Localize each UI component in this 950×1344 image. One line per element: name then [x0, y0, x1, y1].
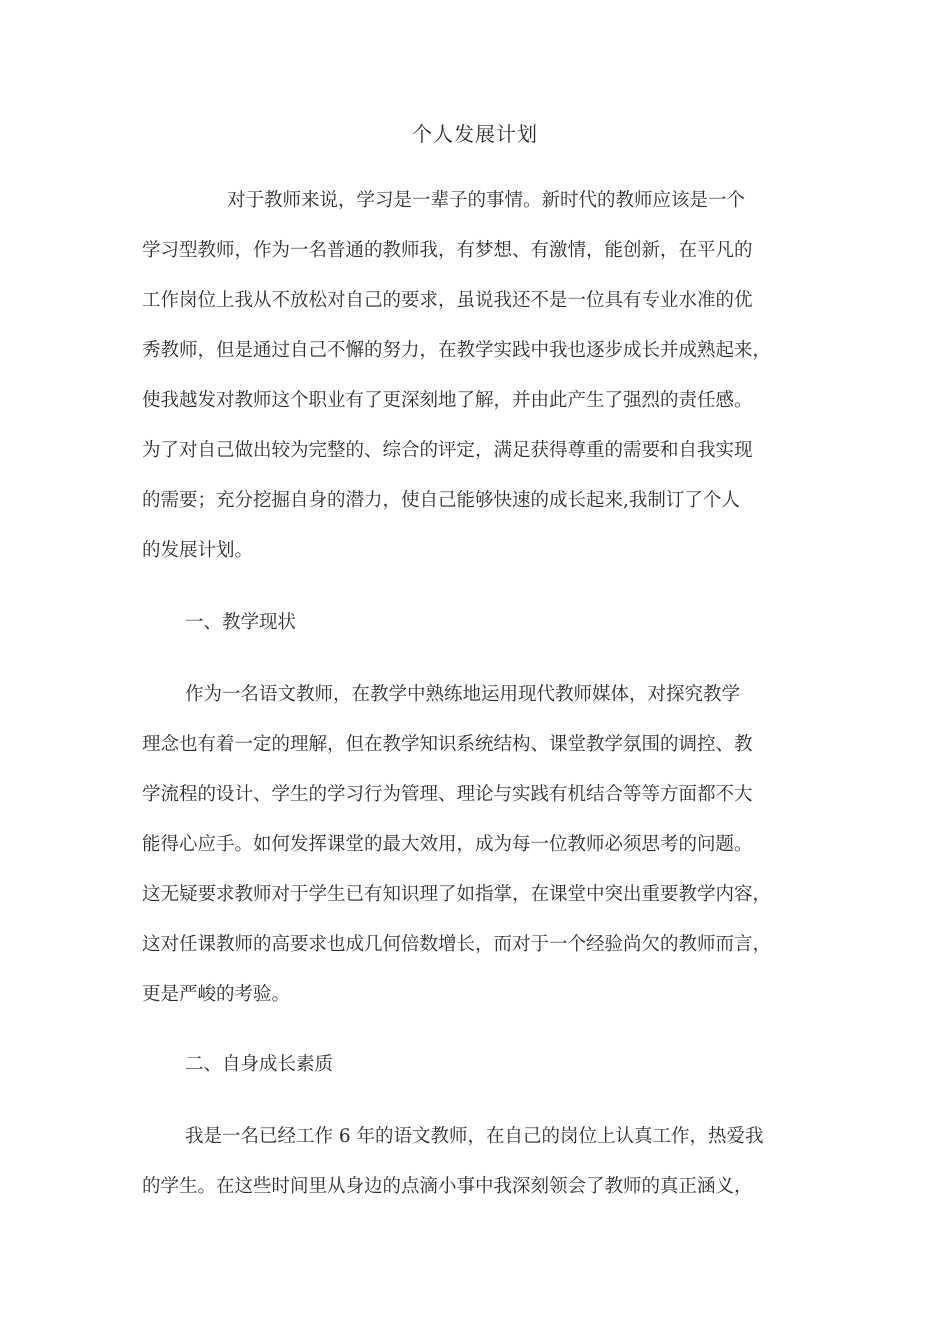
section1-line: 学流程的设计、学生的学习行为管理、理论与实践有机结合等等方面都不大 — [142, 784, 753, 805]
section1-line: 这对任课教师的高要求也成几何倍数增长，而对于一个经验尚欠的教师而言， — [142, 934, 772, 955]
intro-line: 秀教师，但是通过自己不懈的努力，在教学实践中我也逐步成长并成熟起来， — [142, 340, 772, 361]
document-title: 个人发展计划 — [412, 122, 538, 146]
intro-line: 对于教师来说，学习是一辈子的事情。新时代的教师应该是一个 — [227, 190, 746, 211]
section1-line: 能得心应手。如何发挥课堂的最大效用，成为每一位教师必须思考的问题。 — [142, 834, 753, 855]
section2-line: 我是一名已经工作 6 年的语文教师，在自己的岗位上认真工作，热爱我 — [185, 1126, 764, 1147]
intro-line: 使我越发对教师这个职业有了更深刻地了解，并由此产生了强烈的责任感。 — [142, 390, 753, 411]
section1-line: 作为一名语文教师，在教学中熟练地运用现代教师媒体，对探究教学 — [185, 684, 741, 705]
intro-line: 的需要；充分挖掘自身的潜力，使自己能够快速的成长起来,我制订了个人 — [142, 490, 740, 511]
section1-line: 这无疑要求教师对于学生已有知识理了如指掌，在课堂中突出重要教学内容， — [142, 884, 772, 905]
intro-line: 工作岗位上我从不放松对自己的要求，虽说我还不是一位具有专业水准的优 — [142, 290, 753, 311]
section2-line: 的学生。在这些时间里从身边的点滴小事中我深刻领会了教师的真正涵义， — [142, 1176, 753, 1197]
intro-line: 为了对自己做出较为完整的、综合的评定，满足获得尊重的需要和自我实现 — [142, 440, 753, 461]
intro-line: 学习型教师，作为一名普通的教师我，有梦想、有激情，能创新，在平凡的 — [142, 240, 753, 261]
intro-line: 的发展计划。 — [142, 540, 254, 561]
section-heading-teaching-status: 一、教学现状 — [185, 612, 297, 633]
section-heading-self-growth: 二、自身成长素质 — [185, 1054, 334, 1075]
section1-line: 理念也有着一定的理解，但在教学知识系统结构、课堂教学氛围的调控、教 — [142, 734, 753, 755]
section1-line: 更是严峻的考验。 — [142, 984, 291, 1005]
